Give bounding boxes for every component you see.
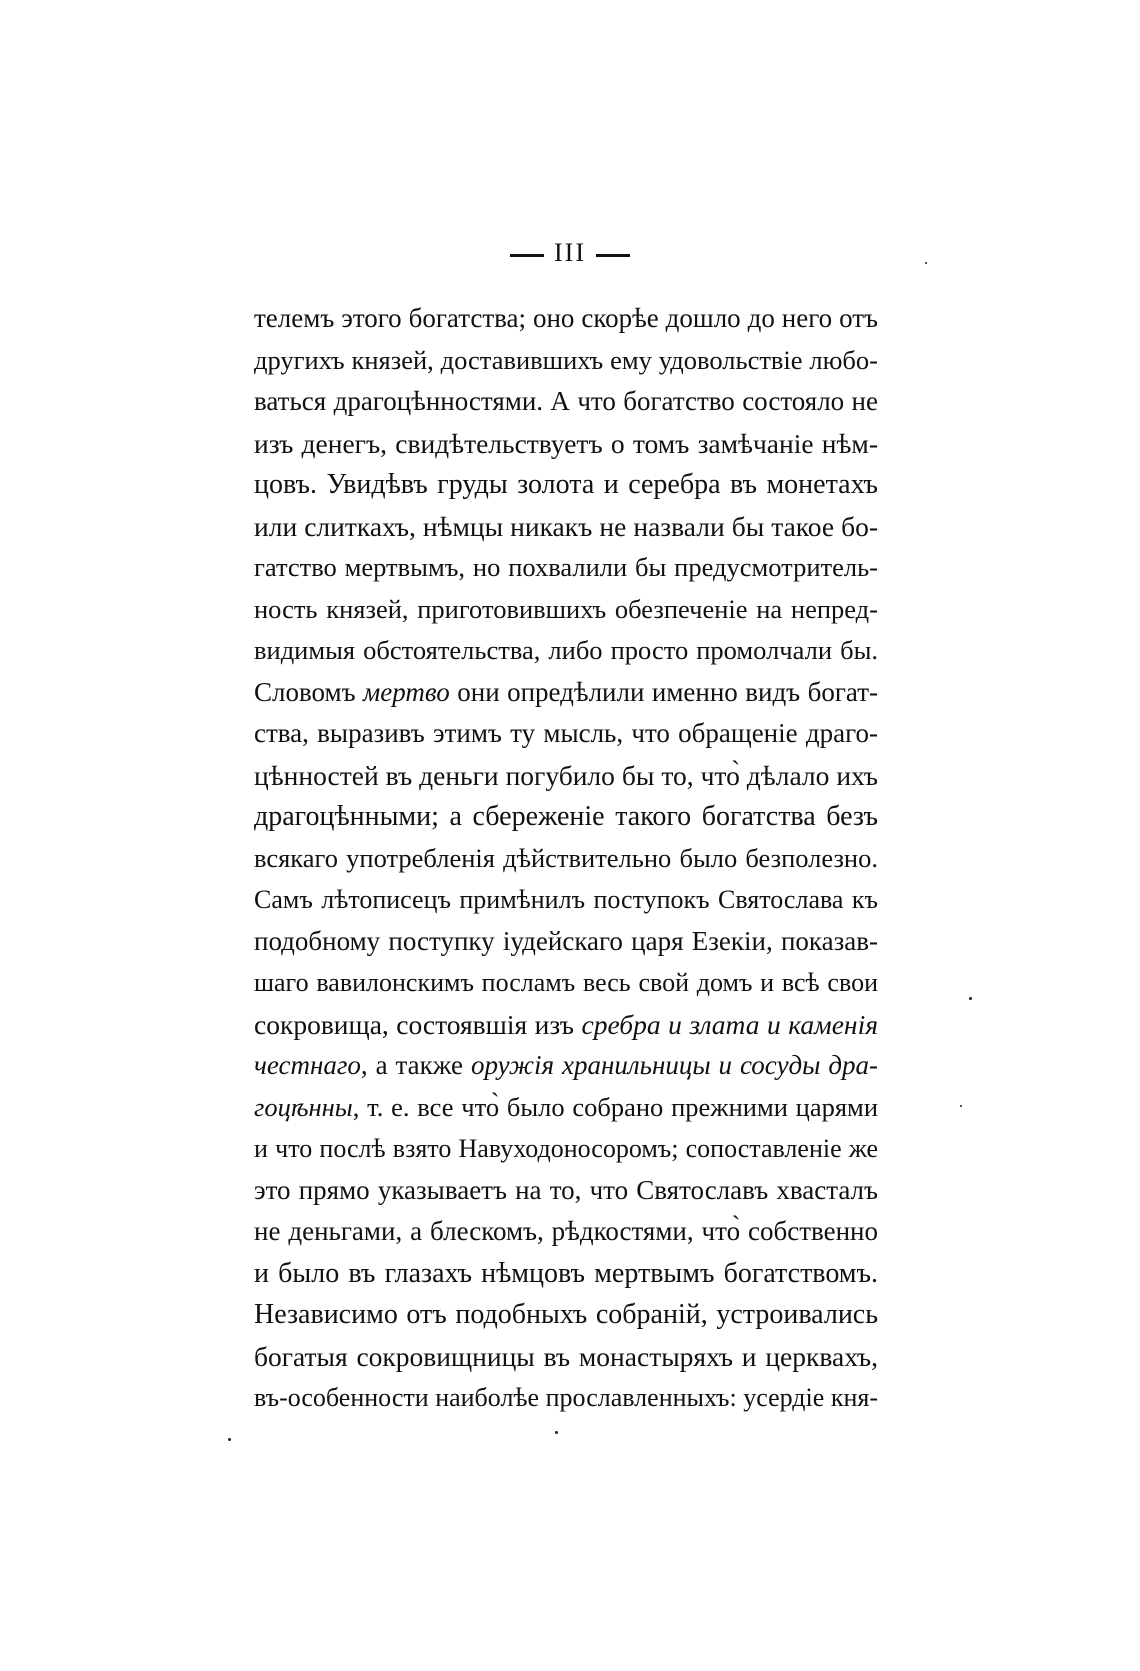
text-segment: изъ денегъ, свидѣтельствуетъ о томъ замѣчаніе нѣм- bbox=[254, 427, 878, 459]
left-dash bbox=[510, 254, 544, 257]
text-line bbox=[254, 381, 878, 423]
text-line bbox=[254, 630, 878, 672]
print-speck bbox=[925, 262, 927, 264]
text-line bbox=[254, 921, 878, 963]
text-line bbox=[254, 423, 878, 465]
text-segment: другихъ князей, доставившихъ ему удовольствіе любо- bbox=[254, 344, 878, 375]
print-speck bbox=[960, 1105, 962, 1107]
text-segment: гатство мертвымъ, но похвалили бы предусмотритель- bbox=[254, 552, 878, 582]
text-line bbox=[254, 1128, 878, 1170]
body-text bbox=[254, 298, 878, 1419]
text-line bbox=[254, 1045, 878, 1087]
print-speck bbox=[228, 1438, 231, 1441]
text-line bbox=[254, 1253, 878, 1295]
text-segment: богатыя сокровищницы въ монастыряхъ и церквахъ, bbox=[254, 1340, 878, 1372]
text-segment: Самъ лѣтописецъ примѣнилъ поступокъ Святослава къ bbox=[254, 885, 878, 914]
right-dash bbox=[596, 254, 630, 257]
text-segment: это прямо указываетъ на то, что Святославъ хвасталъ bbox=[254, 1174, 878, 1205]
text-segment: всякаго употребленія дѣйствительно было безполезно. bbox=[254, 842, 878, 873]
text-segment: цовъ. Увидѣвъ груды золота и серебра въ монетахъ bbox=[254, 469, 878, 500]
text-segment: не деньгами, а блескомъ, рѣдкостями, что̀ собственно bbox=[254, 1216, 878, 1246]
text-segment: подобному поступку іудейскаго царя Езекіи, показав- bbox=[254, 925, 878, 956]
italic-text: сребра и злата и каменія bbox=[581, 1008, 878, 1040]
text-segment: ность князей, приготовившихъ обезпеченіе на непред- bbox=[254, 593, 878, 624]
text-line bbox=[254, 1087, 878, 1129]
page-number-header bbox=[0, 238, 1140, 268]
text-segment: драгоцѣнными; а сбереженіе такого богатства безъ bbox=[254, 801, 878, 832]
text-line bbox=[254, 1336, 878, 1378]
text-line bbox=[254, 755, 878, 797]
text-line bbox=[254, 506, 878, 548]
text-line bbox=[254, 672, 878, 714]
text-line bbox=[254, 879, 878, 921]
text-segment: ства, выразивъ этимъ ту мысль, что обращеніе драго- bbox=[254, 718, 878, 748]
print-speck bbox=[555, 1431, 558, 1434]
text-line bbox=[254, 1377, 878, 1419]
text-segment: они опредѣлили именно видъ богат- bbox=[449, 676, 878, 707]
text-line bbox=[254, 589, 878, 631]
text-segment: ваться драгоцѣнностями. А что богатство состояло не bbox=[254, 386, 878, 416]
text-segment: , а также bbox=[360, 1050, 471, 1080]
text-segment: сокровища, состоявшія изъ bbox=[254, 1008, 582, 1040]
text-segment: , т. е. все что̀ было собрано прежними царями bbox=[352, 1091, 878, 1122]
text-segment: Словомъ bbox=[254, 676, 364, 707]
text-segment: или слиткахъ, нѣмцы никакъ не назвали бы такое бо- bbox=[254, 510, 878, 542]
text-segment: шаго вавилонскимъ посламъ весь свой домъ и всѣ свои bbox=[254, 968, 878, 997]
text-line bbox=[254, 1004, 878, 1046]
text-segment: видимыя обстоятельства, либо просто промолчали бы. bbox=[254, 635, 878, 665]
italic-text: гоцѣнны bbox=[254, 1091, 353, 1122]
text-line bbox=[254, 340, 878, 382]
text-line bbox=[254, 838, 878, 880]
text-line bbox=[254, 1294, 878, 1336]
text-line bbox=[254, 464, 878, 506]
text-segment: телемъ этого богатства; оно скорѣе дошло до него отъ bbox=[254, 303, 878, 333]
print-speck bbox=[969, 997, 972, 1000]
text-segment: цѣнностей въ деньги погубило бы то, что̀ дѣлало ихъ bbox=[254, 759, 878, 791]
text-segment: въ-особенности наиболѣе прославленныхъ: усердіе кня- bbox=[254, 1383, 878, 1412]
text-line bbox=[254, 298, 878, 340]
text-line bbox=[254, 1211, 878, 1253]
italic-text: оружія хранильницы и сосуды дра- bbox=[470, 1050, 878, 1080]
text-segment: и было въ глазахъ нѣмцовъ мертвымъ богатствомъ. bbox=[254, 1257, 878, 1289]
italic-text: мертво bbox=[363, 676, 450, 707]
italic-text: честнаго bbox=[254, 1050, 361, 1080]
text-line bbox=[254, 962, 878, 1004]
text-line bbox=[254, 796, 878, 838]
text-segment: и что послѣ взято Навуходоносоромъ; сопоставленіе же bbox=[254, 1134, 878, 1163]
page-number: III bbox=[554, 238, 586, 267]
text-line bbox=[254, 713, 878, 755]
text-line bbox=[254, 547, 878, 589]
text-segment: Независимо отъ подобныхъ собраній, устроивались bbox=[254, 1299, 878, 1330]
text-line bbox=[254, 1170, 878, 1212]
